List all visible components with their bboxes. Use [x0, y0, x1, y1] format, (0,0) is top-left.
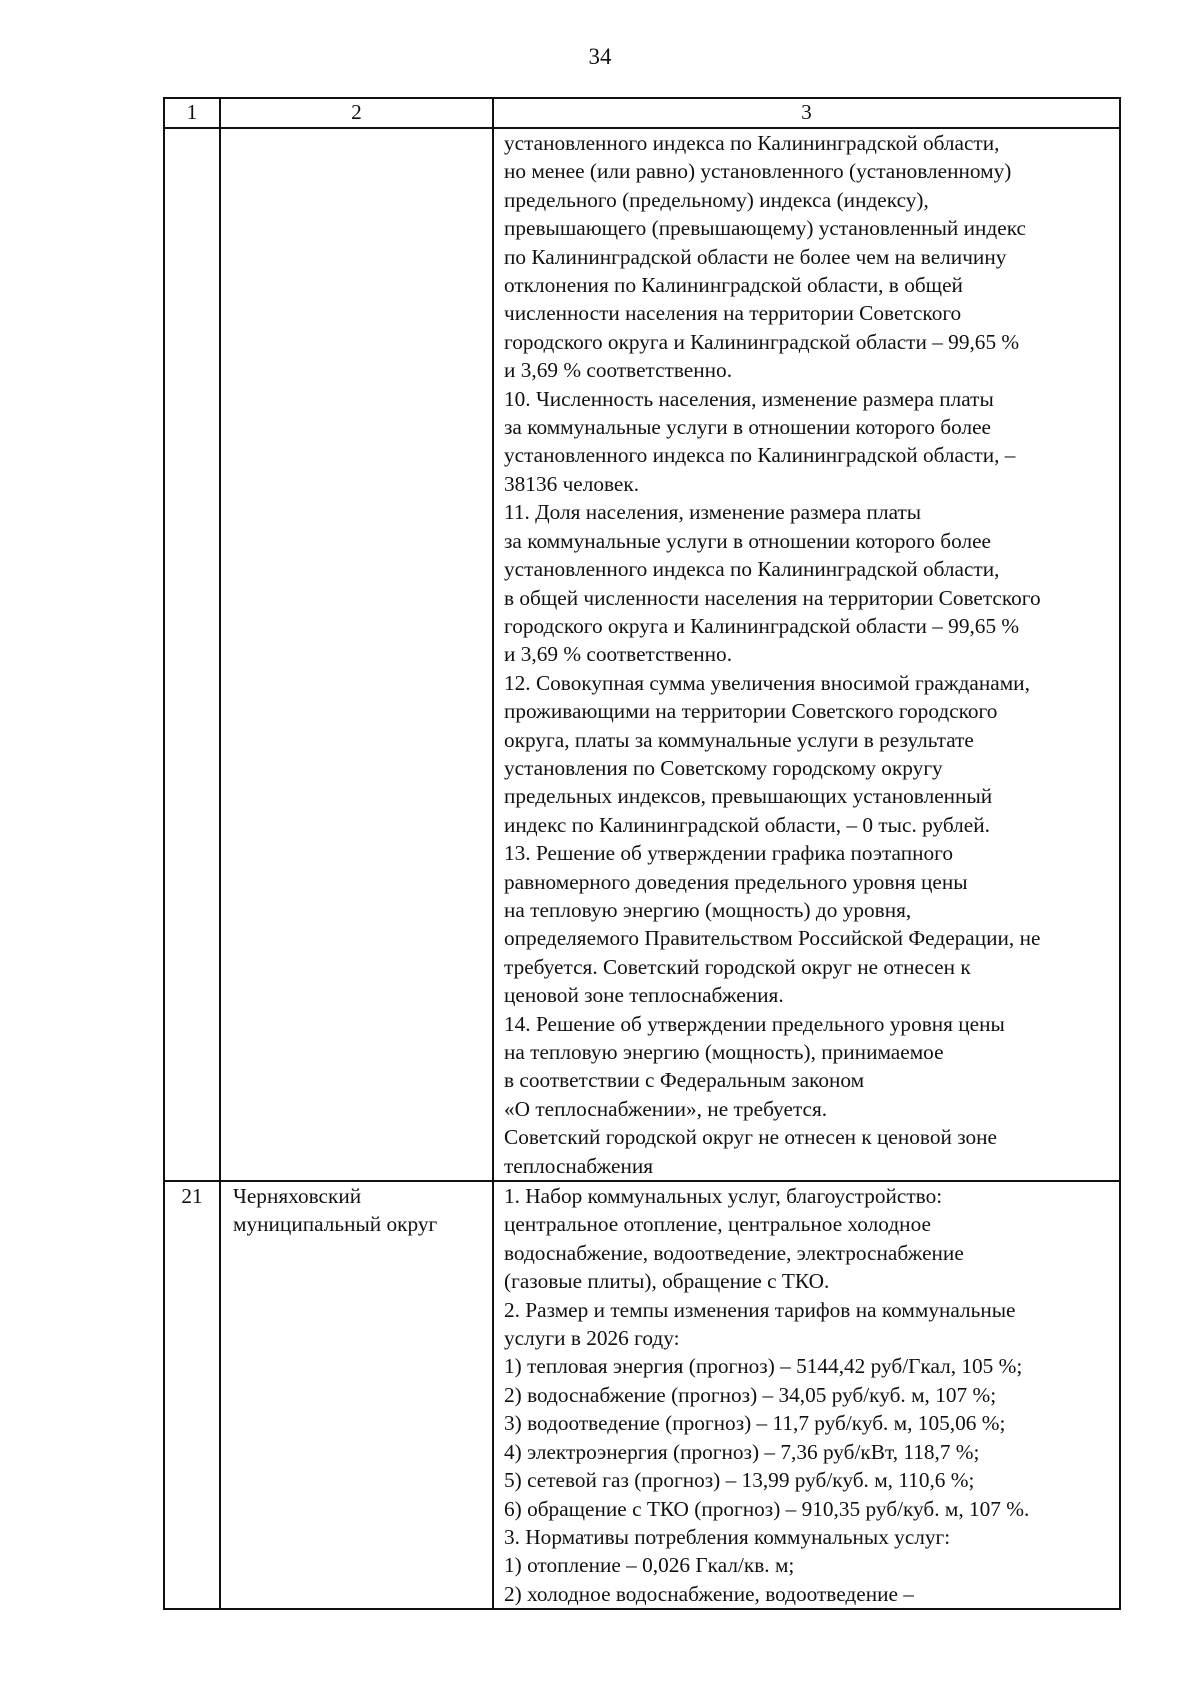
- text-line: установленного индекса по Калининградской области,: [504, 131, 1000, 155]
- municipality-name-cell: [220, 128, 493, 1181]
- indicators-cell: [493, 1181, 1120, 1609]
- row-number-cell: [164, 128, 220, 1181]
- text-line: численности населения на территории Советского: [504, 301, 962, 326]
- text-line: 2) холодное водоснабжение, водоотведение –: [504, 1581, 914, 1606]
- text-line: за коммунальные услуги в отношении которого более: [504, 528, 991, 553]
- text-line: 2. Размер и темпы изменения тарифов на коммунальные: [504, 1297, 1016, 1322]
- text-line: 1) тепловая энергия (прогноз) – 5144,42 руб/Гкал, 105 %;: [504, 1354, 1023, 1379]
- text-line: 38136 человек.: [504, 471, 640, 496]
- text-line: водоснабжение, водоотведение, электроснабжение: [504, 1240, 964, 1265]
- municipality-name-cell: [220, 1181, 493, 1609]
- text-line: округа, платы за коммунальные услуги в результате: [504, 727, 974, 752]
- text-line: определяемого Правительством Российской Федерации, не: [504, 926, 1041, 951]
- column-number-3: 3: [493, 98, 1120, 128]
- text-line: в соответствии с Федеральным законом: [504, 1068, 865, 1093]
- text-line: установленного индекса по Калининградской области,: [504, 557, 1000, 582]
- row-number-cell: 21: [164, 1181, 220, 1609]
- page-number: 34: [588, 44, 612, 69]
- text-line: 2) водоснабжение (прогноз) – 34,05 руб/куб. м, 107 %;: [504, 1382, 997, 1407]
- text-line: но менее (или равно) установленного (установленному): [504, 159, 1012, 184]
- text-line: 4) электроэнергия (прогноз) – 7,36 руб/кВт, 118,7 %;: [504, 1439, 980, 1464]
- text-line: требуется. Советский городской округ не отнесен к: [504, 954, 971, 979]
- column-number-1: 1: [164, 98, 220, 128]
- text-line: на тепловую энергию (мощность), принимаемое: [504, 1040, 944, 1064]
- text-line: и 3,69 % соответственно.: [504, 358, 733, 383]
- text-line: теплоснабжения: [504, 1153, 654, 1178]
- text-line: по Калининградской области не более чем на величину: [504, 244, 1007, 269]
- text-line: отклонения по Калининградской области, в общей: [504, 273, 963, 298]
- text-line: установления по Советскому городскому округу: [504, 755, 943, 780]
- text-line: на тепловую энергию (мощность) до уровня,: [504, 897, 912, 922]
- text-line: 5) сетевой газ (прогноз) – 13,99 руб/куб. м, 110,6 %;: [504, 1468, 975, 1493]
- text-line: 13. Решение об утверждении графика поэтапного: [504, 841, 954, 866]
- text-line: 1) отопление – 0,026 Гкал/кв. м;: [504, 1553, 795, 1578]
- text-line: индекс по Калининградской области, – 0 тыс. рублей.: [504, 812, 990, 837]
- text-line: предельных индексов, превышающих установленный: [504, 784, 993, 809]
- table-header-row: [164, 98, 1120, 128]
- text-line: и 3,69 % соответственно.: [504, 642, 733, 667]
- text-line: проживающими на территории Советского городского: [504, 699, 998, 724]
- text-line: 12. Совокупная сумма увеличения вносимой гражданами,: [504, 670, 1030, 695]
- text-line: муниципальный округ: [233, 1212, 438, 1237]
- text-line: 1. Набор коммунальных услуг, благоустройство:: [504, 1184, 943, 1209]
- text-line: в общей численности населения на территории Советского: [504, 585, 1041, 610]
- text-line: центральное отопление, центральное холодное: [504, 1212, 931, 1237]
- table-row: [164, 128, 1120, 1181]
- text-line: (газовые плиты), обращение с ТКО.: [504, 1269, 830, 1294]
- text-line: 6) обращение с ТКО (прогноз) – 910,35 руб/куб. м, 107 %.: [504, 1496, 1030, 1521]
- text-line: 3. Нормативы потребления коммунальных услуг:: [504, 1524, 951, 1549]
- column-number-2: 2: [220, 98, 493, 128]
- municipal-indices-table: [163, 97, 1121, 1610]
- text-line: установленного индекса по Калининградской области, –: [504, 443, 1016, 468]
- text-line: Черняховский: [233, 1184, 362, 1209]
- text-line: 14. Решение об утверждении предельного уровня цены: [504, 1011, 1005, 1036]
- text-line: «О теплоснабжении», не требуется.: [504, 1096, 828, 1121]
- text-line: городского округа и Калининградской области – 99,65 %: [504, 613, 1020, 638]
- text-line: 3) водоотведение (прогноз) – 11,7 руб/куб. м, 105,06 %;: [504, 1411, 1006, 1436]
- text-line: за коммунальные услуги в отношении которого более: [504, 415, 991, 440]
- text-line: 10. Численность населения, изменение размера платы: [504, 386, 994, 411]
- indicators-cell: [493, 128, 1120, 1181]
- text-line: городского округа и Калининградской области – 99,65 %: [504, 329, 1020, 354]
- text-line: равномерного доведения предельного уровня цены: [504, 869, 968, 894]
- text-line: услуги в 2026 году:: [504, 1326, 680, 1351]
- text-line: 11. Доля населения, изменение размера платы: [504, 500, 922, 525]
- text-line: Советский городской округ не отнесен к ценовой зоне: [504, 1125, 997, 1150]
- text-line: ценовой зоне теплоснабжения.: [504, 983, 784, 1008]
- table-row: [164, 1181, 1120, 1609]
- text-line: превышающего (превышающему) установленный индекс: [504, 216, 1026, 241]
- text-line: предельного (предельному) индекса (индексу),: [504, 187, 929, 212]
